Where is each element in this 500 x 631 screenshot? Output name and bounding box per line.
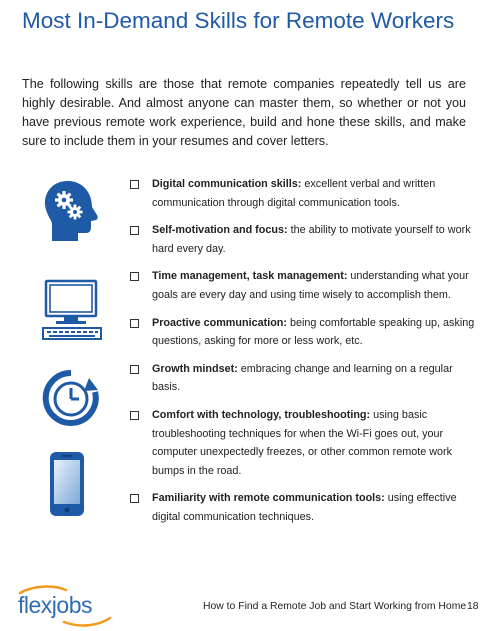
- list-item: [130, 267, 475, 304]
- skill-name: Comfort with technology, troubleshooting:: [152, 408, 371, 421]
- skill-name: Self-motivation and focus:: [152, 224, 288, 237]
- skill-desc: understanding what your goals are every day and using time wisely to accomplish them.: [152, 270, 469, 301]
- clock-icon: [40, 368, 102, 430]
- skill-name: Growth mindset:: [152, 362, 238, 375]
- skill-desc: the ability to motivate yourself to work hard every day.: [152, 224, 471, 255]
- skill-desc: embracing change and learning on a regular basis.: [152, 362, 453, 394]
- smartphone-icon: [49, 451, 85, 517]
- checkbox-bullet: [130, 272, 139, 281]
- checkbox-bullet: [130, 226, 139, 235]
- skill-desc: excellent verbal and written communication through digital communication tools.: [152, 178, 436, 209]
- list-item: [130, 406, 475, 480]
- page-number: 18: [467, 601, 479, 612]
- list-item: [130, 314, 475, 351]
- skill-name: Digital communication skills:: [152, 178, 302, 190]
- checkbox-bullet: [130, 180, 139, 189]
- head-gears-icon: [40, 178, 102, 244]
- skill-name: Time management, task management:: [152, 270, 348, 283]
- logo-text: flexjobs: [18, 592, 92, 618]
- skill-name: Proactive communication:: [152, 316, 287, 329]
- list-item: [130, 360, 475, 397]
- skills-list: [130, 175, 475, 527]
- skill-name: Familiarity with remote communication tools:: [152, 492, 385, 505]
- checkbox-bullet: [130, 411, 139, 420]
- list-item: [130, 175, 475, 212]
- page-title: Most In-Demand Skills for Remote Workers: [22, 8, 455, 33]
- checkbox-bullet: [130, 365, 139, 374]
- computer-icon: [40, 278, 104, 342]
- checkbox-bullet: [130, 494, 139, 503]
- checkbox-bullet: [130, 319, 139, 328]
- list-item: [130, 489, 475, 526]
- intro-paragraph: The following skills are those that remote companies repeatedly tell us are highly desirable. And almost anyone can master them, so whether or not you have previous remote work experience, build and hone these skills, and make sure to include them in your resumes and cover letters.: [22, 77, 466, 148]
- skill-desc: using effective digital communication techniques.: [152, 492, 457, 523]
- list-item: [130, 221, 475, 258]
- skill-desc: using basic troubleshooting techniques for when the Wi-Fi goes out, your computer unexpectedly freezes, or other common remote work bumps in the road.: [152, 408, 453, 477]
- footer-doc-title: How to Find a Remote Job and Start Working from Home: [203, 601, 467, 612]
- flexjobs-logo[interactable]: [14, 584, 124, 628]
- skill-desc: being comfortable speaking up, asking questions, asking for more or less work, etc.: [152, 316, 475, 348]
